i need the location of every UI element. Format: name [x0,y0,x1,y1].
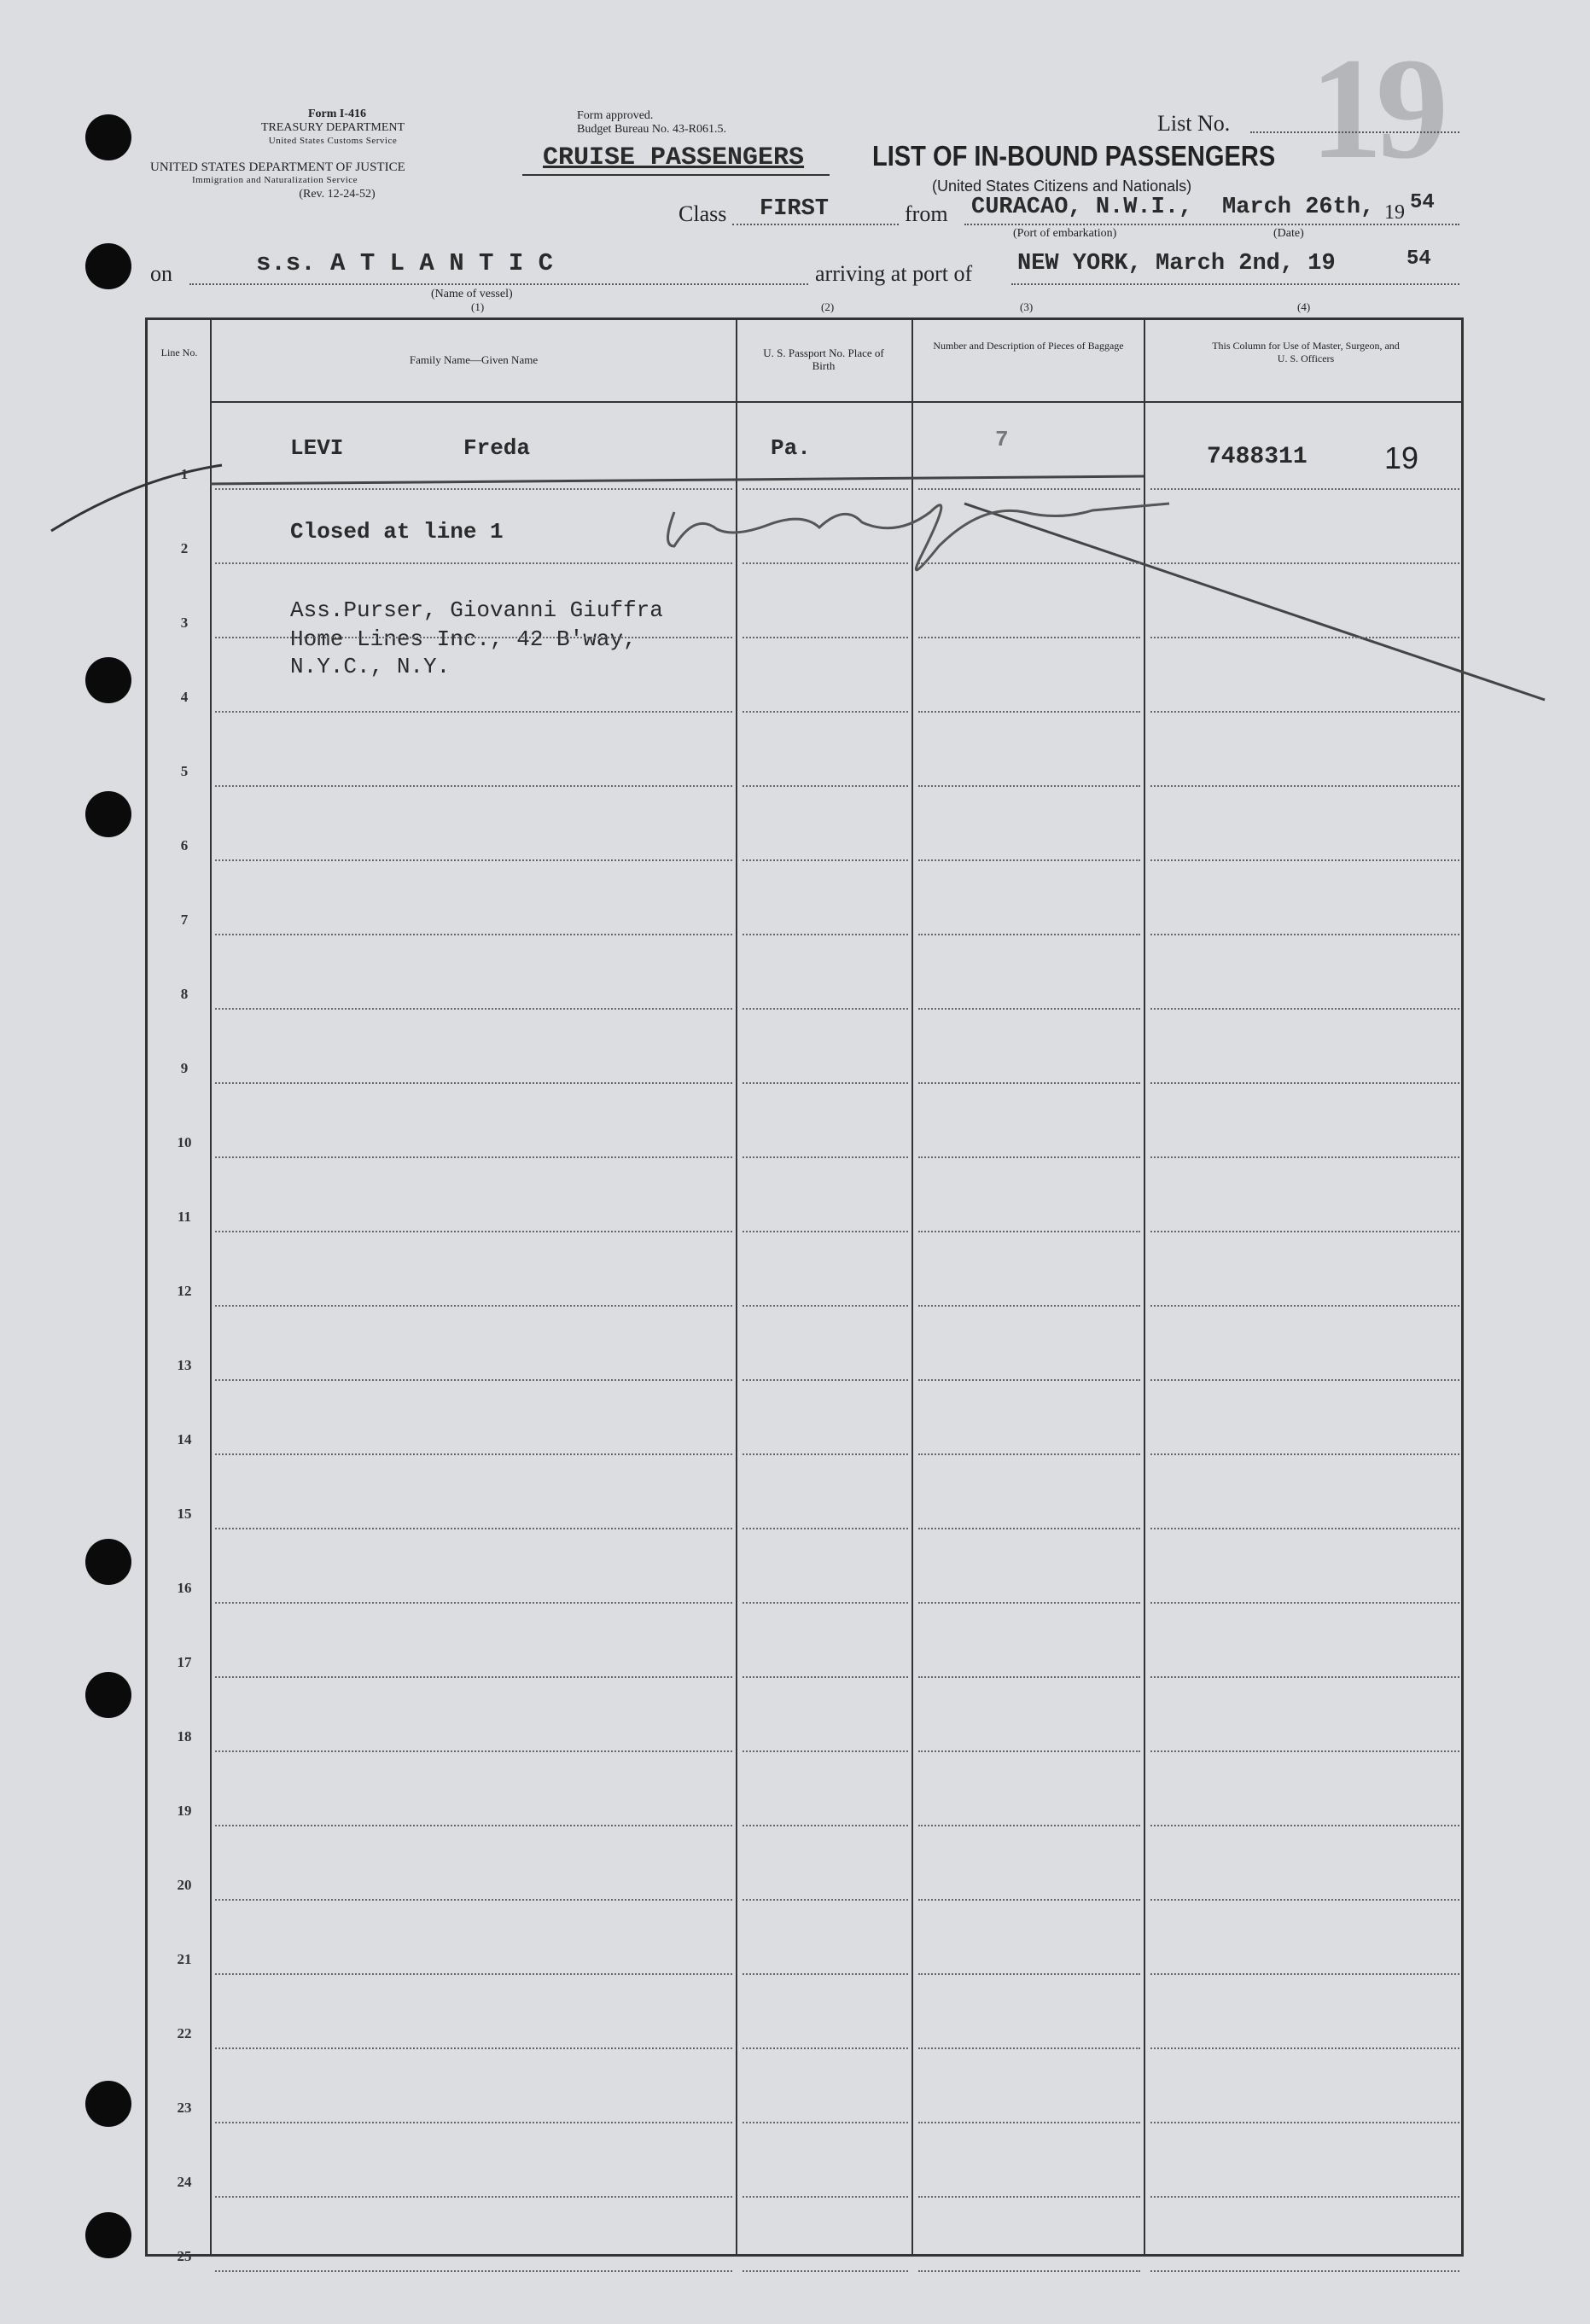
col-header-name: Family Name—Given Name [409,353,539,366]
row-rule [743,1379,908,1381]
row-rule [215,2270,732,2272]
row-rule [918,1156,1140,1158]
row-rule [743,488,908,490]
row-rule [1150,2196,1459,2198]
col-header-line: Line No. [160,347,198,358]
row-rule [918,1379,1140,1381]
row-rule [1150,1082,1459,1084]
row-rule [918,488,1140,490]
row-rule [743,785,908,787]
list-number-stamp: 19 [1310,28,1441,189]
row-rule [918,1602,1140,1604]
row-rule [743,934,908,935]
row-rule [215,1825,732,1826]
row-number: 5 [180,763,189,779]
row-rule [1150,1899,1459,1901]
row-rule [743,1231,908,1232]
row-rule [918,2047,1140,2049]
row-rule [1150,1305,1459,1307]
row-number: 11 [177,1209,192,1225]
row-rule [215,711,732,713]
row-rule [215,1899,732,1901]
row-rule [1150,1008,1459,1010]
row-rule [1150,1528,1459,1529]
row-rule [743,2270,908,2272]
row-number: 14 [177,1431,192,1447]
row-rule [918,2122,1140,2123]
class-label: Class [679,201,727,226]
row-rule [215,1676,732,1678]
col-header-passport: U. S. Passport No. Place of Birth [763,347,884,372]
justice-dept: UNITED STATES DEPARTMENT OF JUSTICE [150,160,405,174]
arrival-year: 54 [1407,248,1431,271]
purser-line1: Ass.Purser, Giovanni Giuffra [290,597,663,623]
row-rule [918,1231,1140,1232]
row-number: 18 [177,1728,192,1744]
row-rule [743,1008,908,1010]
row-number: 8 [180,986,189,1002]
row-rule [1150,1379,1459,1381]
strike-stroke [210,476,1144,484]
row-rule [918,1082,1140,1084]
row-rule [918,1825,1140,1826]
row-rule [918,1453,1140,1455]
row-rule [918,934,1140,935]
col-header-officers: This Column for Use of Master, Surgeon, and U. S. Officers [1212,340,1400,364]
row-number: 25 [177,2248,192,2264]
row-number: 21 [177,1951,192,1967]
row-rule [215,1379,732,1381]
row-rule [215,488,732,490]
row-rule [743,1305,908,1307]
row-rule [215,1528,732,1529]
row-number: 23 [177,2100,192,2116]
vessel-caption: (Name of vessel) [431,288,513,300]
row-rule [215,1082,732,1084]
col4-number: (4) [1297,300,1311,313]
row-rule [215,562,732,564]
treasury-dept: TREASURY DEPARTMENT [260,121,405,134]
row-number: 10 [177,1134,192,1150]
date-caption: (Date) [1273,227,1304,240]
row-rule [1150,1602,1459,1604]
row-rule [1150,859,1459,861]
list-subtitle: (United States Citizens and Nationals) [932,178,1192,195]
customs-service: United States Customs Service [268,136,398,146]
row-number: 6 [180,837,189,853]
arriving-label: arriving at port of [815,261,973,286]
row-rule [1150,1973,1459,1975]
row-rule [215,859,732,861]
row-number: 12 [177,1283,192,1299]
row-rule [1150,488,1459,490]
row-rule [918,1008,1140,1010]
row-rule [743,859,908,861]
row-rule [1150,2047,1459,2049]
row-rule [215,637,732,638]
row-number: 17 [177,1654,192,1670]
row-rule [743,2196,908,2198]
row-rule [1150,1676,1459,1678]
form-approved: Form approved. [577,109,654,122]
signature-stroke [668,504,1170,570]
row-rule [215,1602,732,1604]
row-rule [1150,785,1459,787]
row-rule [918,637,1140,638]
embarkation-port: CURACAO, N.W.I., [971,195,1193,220]
immigration-service: Immigration and Naturalization Service [192,175,358,185]
row-rule [918,2196,1140,2198]
row-number: 15 [177,1506,192,1522]
row-rule [215,2047,732,2049]
row-rule [215,2196,732,2198]
row-rule [1150,934,1459,935]
row-rule [215,1305,732,1307]
row-rule [1150,1825,1459,1826]
row-rule [215,1008,732,1010]
row-rule [918,1973,1140,1975]
row-rule [1150,1453,1459,1455]
year-prefix: 19 [1384,201,1405,224]
place-of-birth: Pa. [771,435,811,461]
row-rule [918,711,1140,713]
purser-line3: N.Y.C., N.Y. [290,654,451,679]
purser-line2: Home Lines Inc., 42 B'way, [290,626,637,652]
row-rule [1150,2270,1459,2272]
row-rule [1150,637,1459,638]
row-rule [1150,2122,1459,2123]
row-rule [918,1676,1140,1678]
arrival-port-date: NEW YORK, March 2nd, 19 [1017,251,1336,277]
row-number: 1 [180,466,189,482]
row-rule [743,1082,908,1084]
row-rule [918,1899,1140,1901]
row-number: 9 [180,1060,189,1076]
row-rule [1150,1231,1459,1232]
closed-note: Closed at line 1 [290,519,504,545]
row-number: 20 [177,1877,192,1893]
row-rule [215,1453,732,1455]
row-rule [743,1676,908,1678]
row-rule [743,562,908,564]
row-number: 3 [180,614,189,631]
officer-number: 7488311 [1207,444,1308,470]
row-rule [743,711,908,713]
form-revision: (Rev. 12-24-52) [299,188,376,201]
row-rule [743,1602,908,1604]
row-rule [918,785,1140,787]
row-rule [743,2122,908,2123]
vessel-col: (1) [471,300,485,313]
vessel-name: s.s. A T L A N T I C [256,249,554,277]
row-rule [743,1750,908,1752]
family-name: LEVI [290,435,344,461]
row-rule [743,1899,908,1901]
row-rule [918,562,1140,564]
row-rule [1150,562,1459,564]
row-rule [743,1156,908,1158]
on-label: on [150,261,172,286]
row-number: 13 [177,1357,192,1373]
col3-number: (3) [1020,300,1034,313]
row-number: 24 [177,2174,192,2190]
row-rule [743,1973,908,1975]
row-rule [215,1231,732,1232]
row-rule [1150,1750,1459,1752]
cruise-passengers-stamp: CRUISE PASSENGERS [543,143,805,172]
row-number: 22 [177,2025,192,2042]
row-number: 16 [177,1580,192,1596]
strike-stroke [964,504,1545,700]
row-rule [918,1528,1140,1529]
row-number: 7 [180,912,189,928]
row-rule [918,1750,1140,1752]
embarkation-date: March 26th, [1222,195,1375,220]
row-rule [215,934,732,935]
budget-bureau: Budget Bureau No. 43-R061.5. [577,123,726,136]
row-number: 4 [180,689,189,705]
port-embark-caption: (Port of embarkation) [1013,227,1117,240]
col-header-baggage: Number and Description of Pieces of Baggage [933,340,1124,352]
list-no-label: List No. [1157,111,1231,136]
from-label: from [905,201,948,226]
officer-ref: 19 [1384,440,1419,475]
row-rule [215,1156,732,1158]
row-rule [1150,1156,1459,1158]
row-rule [743,637,908,638]
row-number: 19 [177,1803,192,1819]
row-rule [918,1305,1140,1307]
row-rule [743,1453,908,1455]
row-rule [743,1528,908,1529]
class-value: FIRST [760,196,830,222]
row-rule [215,1750,732,1752]
row-rule [743,1825,908,1826]
baggage-count: 7 [995,427,1009,452]
row-rule [918,2270,1140,2272]
row-rule [918,859,1140,861]
form-number: Form I-416 [307,108,367,120]
row-rule [215,785,732,787]
row-rule [215,2122,732,2123]
embarkation-year: 54 [1410,191,1435,214]
given-name: Freda [463,435,531,461]
row-rule [215,1973,732,1975]
row-rule [1150,711,1459,713]
row-rule [743,2047,908,2049]
row-number: 2 [180,540,189,556]
list-title: LIST OF IN-BOUND PASSENGERS [872,140,1276,172]
col2-number: (2) [821,300,835,313]
